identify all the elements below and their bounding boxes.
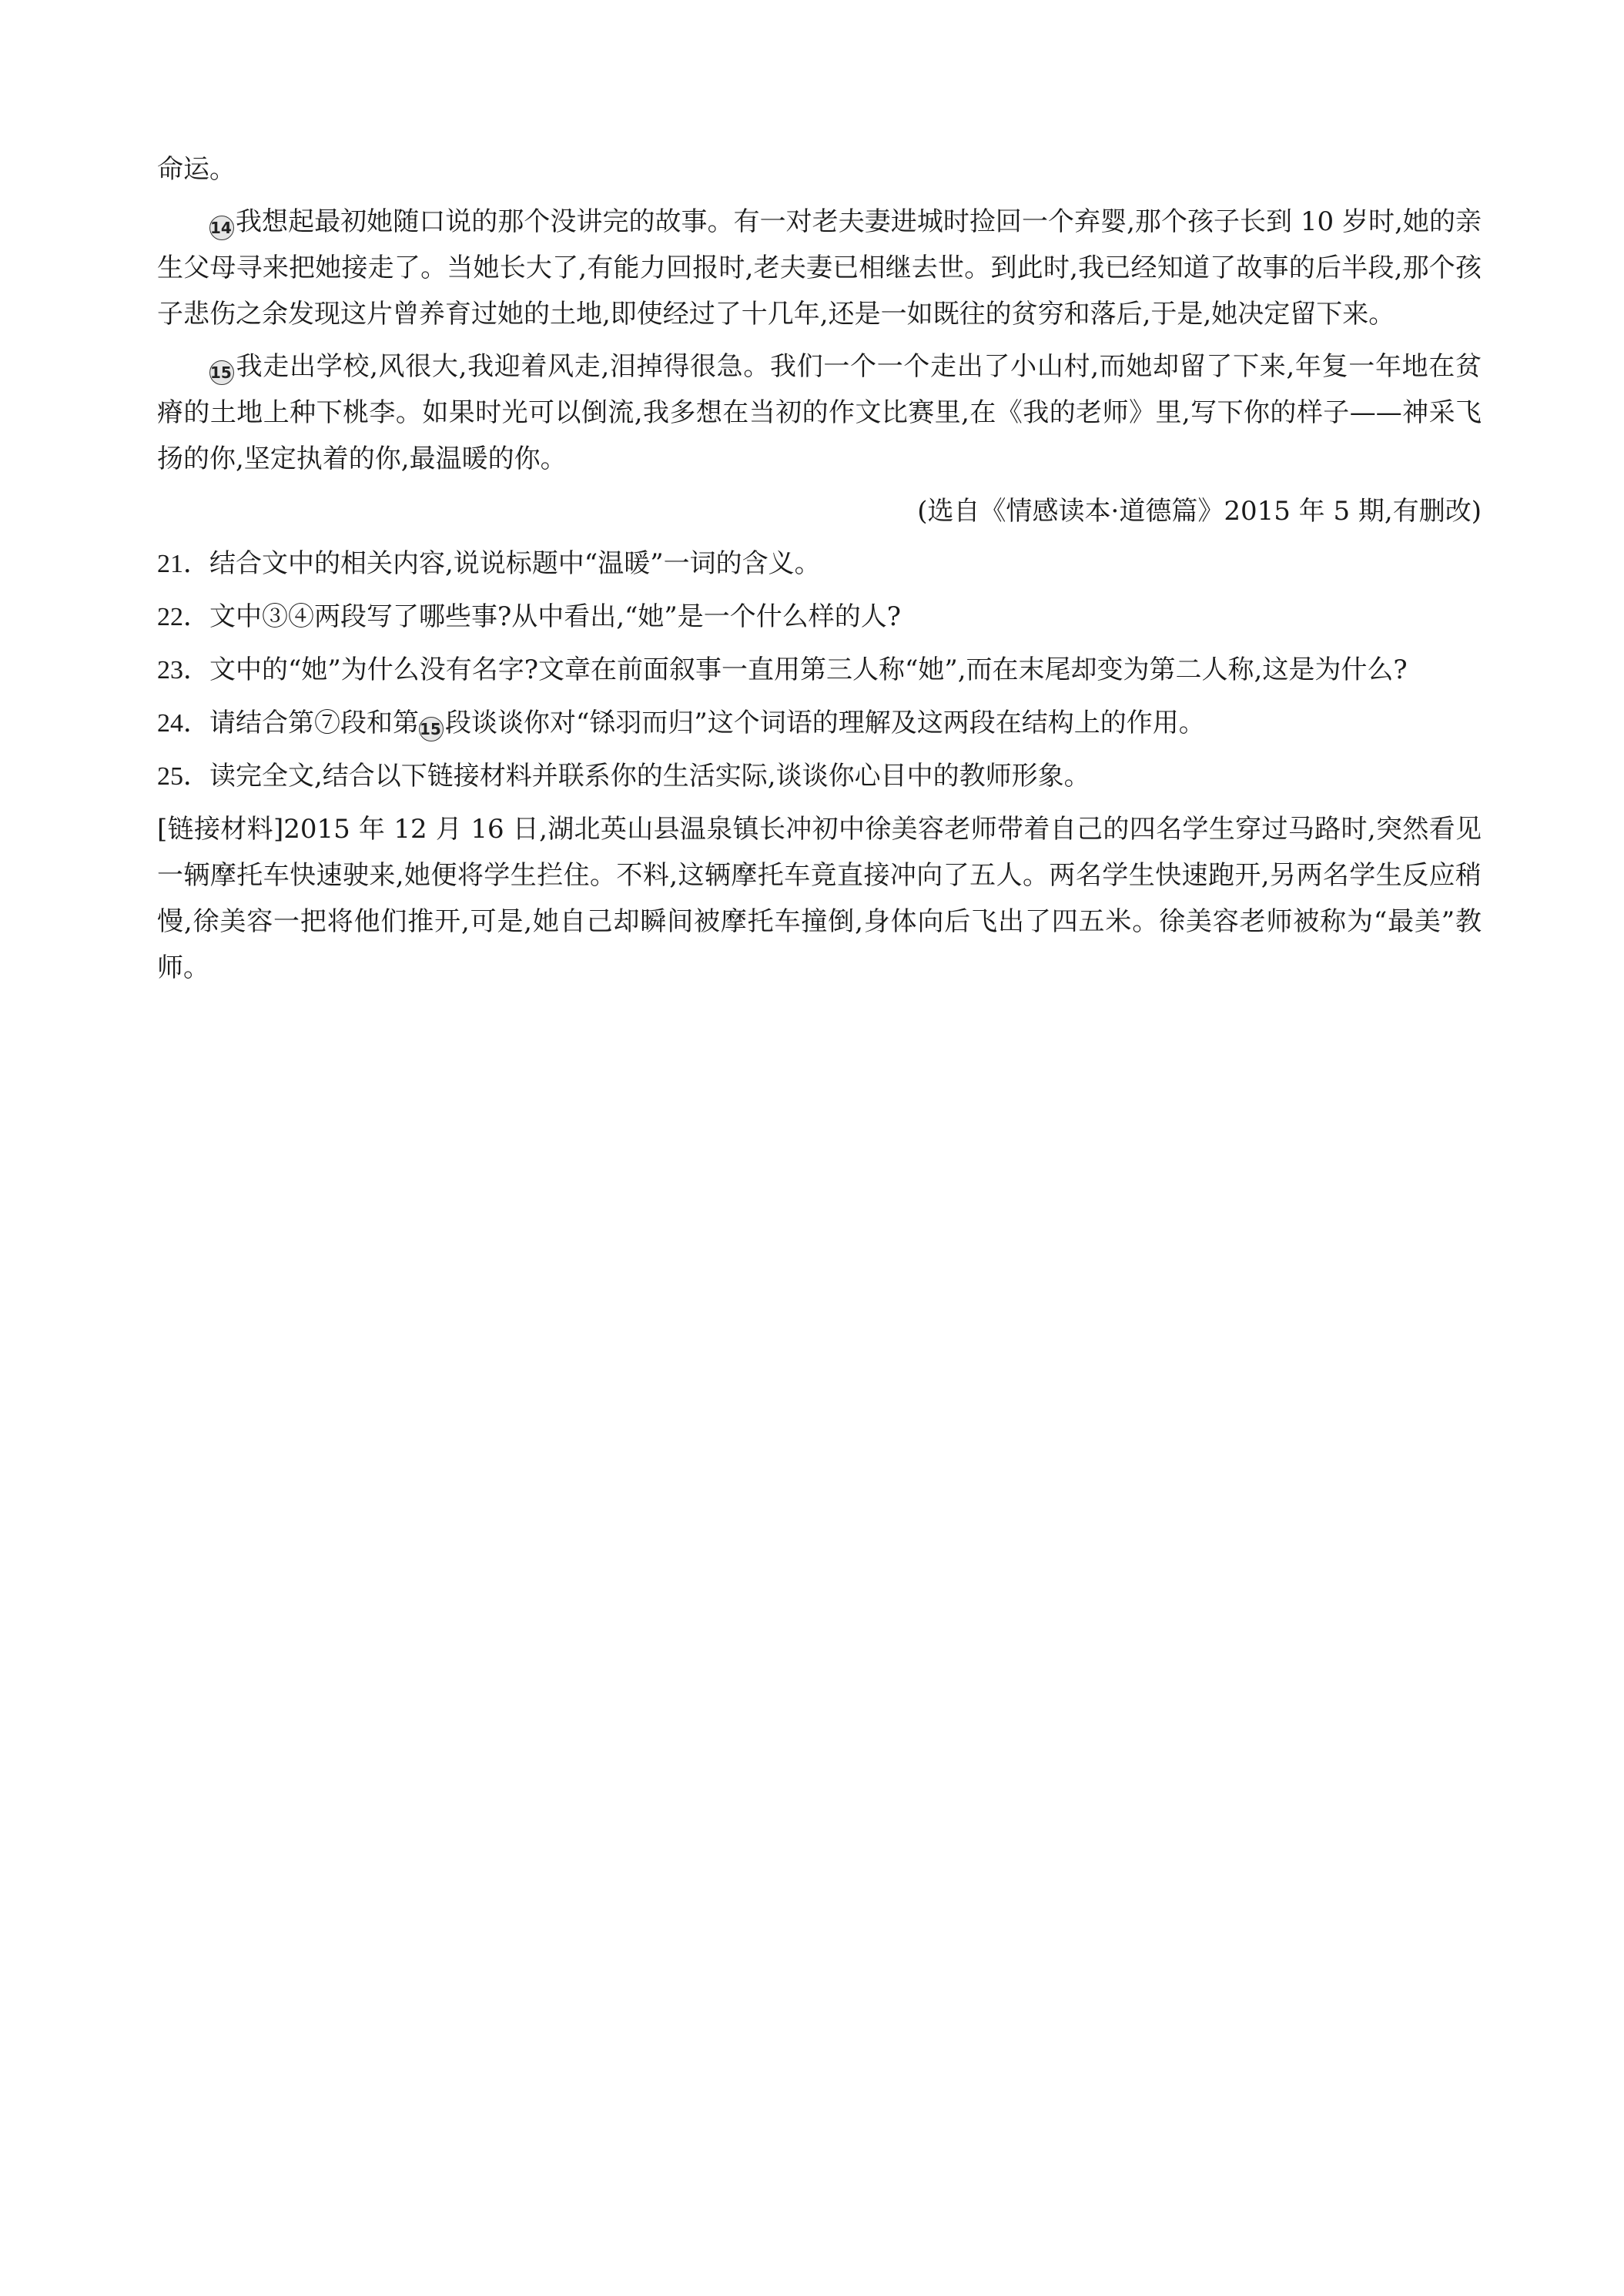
question-text: 读完全文,结合以下链接材料并联系你的生活实际,谈谈你心目中的教师形象。 (209, 761, 1090, 792)
paragraph-number-15-badge: 15 (419, 717, 444, 741)
question-25 (157, 753, 1482, 800)
article-source (157, 488, 1482, 534)
question-number: 23． (157, 656, 209, 684)
paragraph-14 (157, 199, 1482, 337)
question-21 (157, 541, 1482, 587)
question-number: 24． (157, 709, 209, 738)
question-text-before: 请结合第⑦段和第 (209, 708, 419, 738)
link-material (157, 806, 1482, 991)
paragraph-text: 我想起最初她随口说的那个没讲完的故事。有一对老夫妻进城时捡回一个弃婴,那个孩子长到 10 岁时,她的亲生父母寻来把她接走了。当她长大了,有能力回报时,老夫妻已相继去世。到此时,我已经知道了故事的后半段,那个孩子悲伤之余发现这片曾养育过她的土地,即使经过了十几年,还是一如既往的贫穷和落后,于是,她决定留下来。 (157, 206, 1482, 330)
paragraph-text: 我走出学校,风很大,我迎着风走,泪掉得很急。我们一个一个走出了小山村,而她却留了下来,年复一年地在贫瘠的土地上种下桃李。如果时光可以倒流,我多想在当初的作文比赛里,在《我的老师》里,写下你的样子——神采飞扬的你,坚定执着的你,最温暖的你。 (157, 351, 1482, 474)
question-text-after: 段谈谈你对“铩羽而归”这个词语的理解及这两段在结构上的作用。 (445, 708, 1205, 738)
question-24 (157, 700, 1482, 747)
question-text: 结合文中的相关内容,说说标题中“温暖”一词的含义。 (209, 548, 821, 579)
question-number: 22． (157, 603, 209, 631)
document-body (157, 146, 1482, 997)
question-text: 文中的“她”为什么没有名字?文章在前面叙事一直用第三人称“她”,而在末尾却变为第二人称,这是为什么? (209, 654, 1408, 685)
paragraph-number-14-badge: 14 (209, 216, 234, 240)
question-22 (157, 594, 1482, 641)
question-text: 文中③④两段写了哪些事?从中看出,“她”是一个什么样的人? (209, 601, 902, 632)
paragraph-15 (157, 343, 1482, 482)
question-number: 21． (157, 550, 209, 578)
question-23 (157, 647, 1482, 694)
paragraph-text: 命运。 (157, 154, 236, 185)
paragraph-number-15-badge: 15 (209, 360, 234, 385)
link-material-text: [链接材料]2015 年 12 月 16 日,湖北英山县温泉镇长冲初中徐美容老师带着自己的四名学生穿过马路时,突然看见一辆摩托车快速驶来,她便将学生拦住。不料,这辆摩托车竟直接冲向了五人。两名学生快速跑开,另两名学生反应稍慢,徐美容一把将他们推开,可是,她自己却瞬间被摩托车撞倒,身体向后飞出了四五米。徐美容老师被称为“最美”教师。 (157, 814, 1482, 983)
question-number: 25． (157, 762, 209, 791)
source-text: (选自《情感读本·道德篇》2015 年 5 期,有删改) (917, 496, 1482, 527)
paragraph-13-ending (157, 146, 1482, 192)
